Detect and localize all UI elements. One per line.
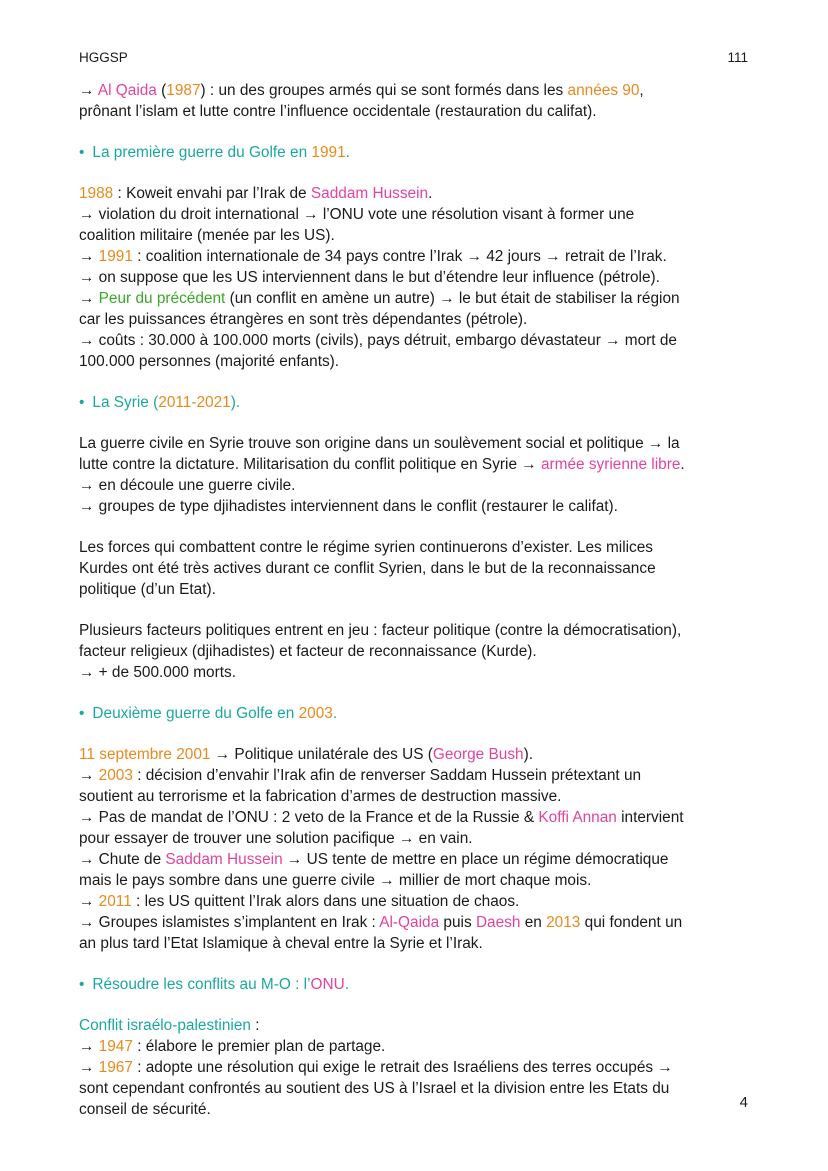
text-line [79,183,754,204]
text-line [79,204,754,225]
highlighted-term: 2003 [298,705,333,722]
text-span: pour essayer de trouver une solution pacifique → en vain. [79,830,473,847]
text-span: Plusieurs facteurs politiques entrent en jeu : facteur politique (contre la démocratisation), [79,622,682,639]
highlighted-term: 1991 [98,248,133,265]
highlighted-term: Al-Qaida [379,914,440,931]
text-line [79,454,754,475]
paragraph-gap [79,372,754,392]
text-line [79,1036,754,1057]
highlighted-term: Daesh [475,914,521,931]
highlighted-term: Al Qaida [97,82,157,99]
paragraph-gap [79,954,754,974]
highlighted-term: Deuxième guerre du Golfe en [92,705,299,722]
paragraph-gap [79,724,754,744]
text-span: sont cependant confrontés au soutient des US à l’Israel et la division entre les Etats du [79,1080,670,1097]
text-line [79,225,754,246]
bullet-icon: • [79,144,85,161]
highlighted-term: 1967 [98,1059,133,1076]
header-page-number: 111 [727,50,748,65]
text-span: . [680,456,685,473]
text-span: → + de 500.000 morts. [79,664,236,681]
bullet-icon: • [79,394,85,411]
text-span: , [639,82,644,99]
text-line [79,330,754,351]
highlighted-term: Saddam Hussein [310,185,429,202]
text-span: an plus tard l’Etat Islamique à cheval entre la Syrie et l’Irak. [79,935,483,952]
text-line [79,537,754,558]
text-span: puis [439,914,476,931]
paragraph-gap [79,517,754,537]
document-body [79,80,754,1120]
text-line [79,1078,754,1099]
paragraph-gap [79,163,754,183]
text-line [79,351,754,372]
text-span: → Politique unilatérale des US ( [210,746,433,763]
text-span: qui fondent un [580,914,683,931]
text-line [79,246,754,267]
text-span: → groupes de type djihadistes interviennent dans le conflit (restaurer le califat). [79,498,618,515]
text-span: ( [156,82,167,99]
highlighted-term: 1947 [98,1038,133,1055]
text-line [79,475,754,496]
text-line [79,288,754,309]
text-line [79,309,754,330]
text-span: → on suppose que les US interviennent dans le but d’étendre leur influence (pétrole). [79,269,660,286]
highlighted-term: 11 septembre 2001 [79,746,211,763]
text-span: → violation du droit international → l’ONU vote une résolution visant à former une [79,206,635,223]
highlighted-term: Saddam Hussein [165,851,283,868]
text-span: → [79,767,99,784]
text-span: ). [523,746,534,763]
text-span: → en découle une guerre civile. [79,477,296,494]
text-line [79,496,754,517]
section-heading [79,703,754,724]
text-span: Les forces qui combattent contre le régime syrien continuerons d’exister. Les milices [79,539,653,556]
text-line [79,828,754,849]
highlighted-term: Conflit israélo-palestinien [79,1017,251,1034]
highlighted-term: années 90 [567,82,640,99]
text-span: ) : un des groupes armés qui se sont formés dans les [200,82,568,99]
section-heading [79,392,754,413]
text-span: : élabore le premier plan de partage. [132,1038,386,1055]
highlighted-term: ONU [310,976,345,993]
highlighted-term: 1988 [79,185,114,202]
highlighted-term: 2011 [98,893,132,910]
highlighted-term: 2003 [98,767,133,784]
highlighted-term: 1991 [311,144,346,161]
text-line [79,849,754,870]
paragraph-gap [79,600,754,620]
highlighted-term: George Bush [432,746,524,763]
highlighted-term: 1987 [166,82,201,99]
text-span: politique (d’un Etat). [79,581,216,598]
text-span: : Koweit envahi par l’Irak de [113,185,311,202]
text-span: : décision d’envahir l’Irak afin de renverser Saddam Hussein prétextant un [132,767,642,784]
text-line [79,101,754,122]
text-span: lutte contre la dictature. Militarisation du conflit politique en Syrie → [79,456,541,473]
text-line [79,620,754,641]
highlighted-term: 2011-2021 [158,394,231,411]
text-span: facteur religieux (djihadistes) et facteur de reconnaissance (Kurde). [79,643,537,660]
section-heading [79,974,754,995]
text-span: en [520,914,547,931]
highlighted-term: . [332,705,338,722]
text-span: conseil de sécurité. [79,1101,211,1118]
text-span: → [79,82,98,99]
highlighted-term: . [345,144,350,161]
text-line [79,786,754,807]
text-line [79,807,754,828]
text-span: soutient au terrorisme et la fabrication d’armes de destruction massive. [79,788,562,805]
text-span: → Pas de mandat de l’ONU : 2 veto de la France et de la Russie & [79,809,539,826]
text-span: : [250,1017,260,1034]
text-span: : coalition internationale de 34 pays contre l’Irak → 42 jours → retrait de l’Irak. [132,248,667,265]
text-span: → [79,1059,99,1076]
text-span: → [79,290,99,307]
text-span: intervient [616,809,684,826]
text-span: → US tente de mettre en place un régime démocratique [282,851,669,868]
text-span: Kurdes ont été très actives durant ce conflit Syrien, dans le but de la reconnaissance [79,560,656,577]
text-span: → [79,248,99,265]
text-span: : adopte une résolution qui exige le retrait des Israéliens des terres occupés → [132,1059,673,1076]
text-line [79,267,754,288]
highlighted-term: Koffi Annan [538,809,617,826]
paragraph-gap [79,413,754,433]
text-span: → [79,893,99,910]
highlighted-term: 2013 [546,914,581,931]
text-span: . [428,185,433,202]
text-span: 100.000 personnes (majorité enfants). [79,353,340,370]
text-line [79,912,754,933]
highlighted-term: Résoudre les conflits au M-O : l’ [92,976,311,993]
text-line [79,641,754,662]
bullet-icon: • [79,705,85,722]
header-subject: HGGSP [79,50,128,65]
text-line [79,870,754,891]
text-line [79,662,754,683]
paragraph-gap [79,683,754,703]
text-span: → [79,1038,99,1055]
text-span: → Groupes islamistes s’implantent en Irak : [79,914,380,931]
text-span: La guerre civile en Syrie trouve son origine dans un soulèvement social et politique → la [79,435,680,452]
text-span: : les US quittent l’Irak alors dans une situation de chaos. [131,893,520,910]
section-heading [79,142,754,163]
text-line [79,933,754,954]
highlighted-term: . [344,976,349,993]
text-line [79,891,754,912]
text-line [79,433,754,454]
text-line [79,744,754,765]
paragraph-gap [79,995,754,1015]
text-span: → coûts : 30.000 à 100.000 morts (civils), pays détruit, embargo dévastateur → mort de [79,332,677,349]
text-span: mais le pays sombre dans une guerre civile → millier de mort chaque mois. [79,872,592,889]
text-line [79,80,754,101]
text-span: (un conflit en amène un autre) → le but était de stabiliser la région [225,290,680,307]
highlighted-term: La première guerre du Golfe en [92,144,312,161]
text-line [79,1057,754,1078]
highlighted-term: Peur du précédent [98,290,226,307]
text-span: prônant l’islam et lutte contre l’influence occidentale (restauration du califat). [79,103,597,120]
text-line [79,1099,754,1120]
text-span: → Chute de [79,851,166,868]
highlighted-term: ). [230,394,241,411]
paragraph-gap [79,122,754,142]
text-line [79,579,754,600]
text-line [79,1015,754,1036]
text-span: car les puissances étrangères en sont très dépendantes (pétrole). [79,311,528,328]
bullet-icon: • [79,976,85,993]
text-line [79,558,754,579]
highlighted-term: armée syrienne libre [540,456,681,473]
text-span: coalition militaire (menée par les US). [79,227,335,244]
footer-page-number: 4 [739,1094,748,1111]
highlighted-term: La Syrie ( [92,394,159,411]
text-line [79,765,754,786]
